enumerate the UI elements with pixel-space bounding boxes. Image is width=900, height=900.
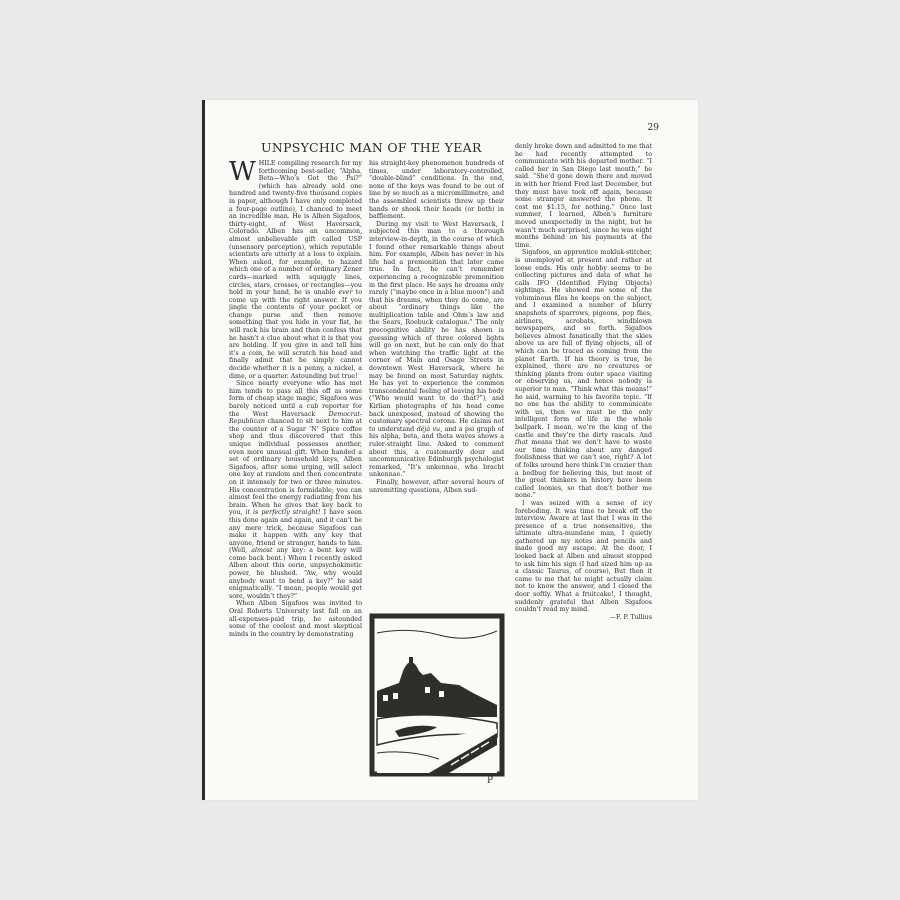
- woodcut-illustration: [369, 613, 505, 785]
- magazine-page: [202, 100, 698, 800]
- paragraph: WHILE compiling research for my forthcoming best-seller, “Alpha, Beta—Who’s Got the Psi?” (which has already sold one hundred and twenty-five thousand copies in paper, although I have only completed a four-page outline), I chanced to meet an incredible man. He is Alben Sigafoos, thirty-eight, of West Haversack, Colorado. Alben has an uncommon, almost unbelievable gift called USP (unsensory perception), which reputable scientists are utterly at a loss to explain. When asked, for example, to hazard which one of a number of ordinary Zener cards—marked with squiggly lines, circles, stars, crosses, or rectangles—you hold in your hand, he is unable ever to come up with the right answer. If you jingle the contents of your pocket or change purse and then remove something that you hide in your fist, he will rack his brain and then confess that he hasn’t a clue about what it is that you are holding. If you give in and tell him it’s a coin, he will scratch his head and finally admit that he simply cannot decide whether it is a penny, a nickel, a dime, or a quarter. Astounding but true!: [229, 160, 362, 380]
- paragraph: his straight-key phenomenon hundreds of times, under laboratory-controlled, “double-blind” conditions. In the end, none of the keys was found to be out of line by so much as a micromillimetre, and the assembled scientists threw up their hands or shook their heads (or both) in bafflement.: [369, 160, 504, 221]
- author-byline: —F. P. Tullius: [609, 613, 652, 621]
- paragraph: Since nearly everyone who has met him tends to pass all this off as some form of cheap stage magic, Sigafoos was barely noticed until a cub reporter for the West Haversack Democrat-Republican chanced to sit next to him at the counter of a Sugar ’N’ Spice coffee shop and thus discovered that this unique individual possesses another, even more unusual gift. When handed a set of ordinary household keys, Alben Sigafoos, after some urging, will select one key at random and then concentrate on it intensely for two or three minutes. His concentration is formidable; you can almost feel the energy radiating from his brain. When he gives that key back to you, it is perfectly straight! I have seen this done again and again, and it can’t be any mere trick, because Sigafoos can make it happen with any key that anyone, friend or stranger, hands to him. (Well, almost any key: a bent key will come back bent.) When I recently asked Alben about this eerie, unpsychokinetic power, he blushed. “Aw, why would anybody want to bend a key?” he said enigmatically. “I mean, people would get sore, wouldn’t they?”: [229, 380, 362, 600]
- article-title: UNPSYCHIC MAN OF THE YEAR: [261, 140, 482, 155]
- paragraph: denly broke down and admitted to me that he had recently attempted to communicate with his departed mother. “I called her in San Diego last month,” he said. “She’d gone down there and moved in with her friend Fred last December, but they must have took off again, because some stranger answered the phone. It cost me $1.15, for nothing.” Once last summer, I learned, Alben’s furniture moved unexpectedly in the night, but he wasn’t much surprised, since he was eight months behind on his payments at the time.: [515, 143, 652, 249]
- drop-cap: W: [229, 160, 256, 187]
- column-2: [369, 160, 504, 590]
- column-3: [515, 143, 652, 785]
- paragraph: When Alben Sigafoos was invited to Oral Roberts University last fall on an all-expenses-paid trip, he astounded some of the coolest and most skeptical minds in the country by demonstrating: [229, 600, 362, 638]
- building-landscape-image: [369, 613, 505, 785]
- paragraph: I was seized with a sense of icy foreboding. It was time to break off the interview. Aware at last that I was in the presence of a true nonsensitive, the ultimate ultra-mundane man, I quietly gathered up my notes and pencils and made good my escape. At the door, I looked back at Alben and almost stopped to ask him his sign (I had sized him up as a classic Taurus, of course), But then it came to me that he might actually claim not to know the answer, and I closed the door softly. What a fruitcake!, I thought, suddenly grateful that Alben Sigafoos couldn’t read my mind.: [515, 499, 652, 614]
- paragraph: During my visit to West Haversack, I subjected this man to a thorough interview-in-depth, in the course of which I found other remarkable things about him. For example, Alben has never in his life had a premonition that later came true. In fact, he can’t remember experiencing a recognizable premonition in the first place. He says he dreams only rarely (“maybe once in a blue moon”) and that his dreams, when they do come, are about “ordinary things like the multiplication table and Ohm’s law and the Sears, Roebuck catalogue.” The only precognitive ability he has shown is guessing which of three colored lights will go on next, but he can only do that when watching the traffic light at the corner of Main and Osage Streets in downtown West Haversack, where he may be found on most Saturday nights. He has yet to experience the common transcendental feeling of leaving his body (“Who would want to do that?”), and Kirlian photographs of his head come back unexposed, instead of showing the customary spectral corona. He claims not to understand déjà vu, and a psi graph of his alpha, beta, and theta waves shows a ruler-straight line. Asked to comment about this, a customarily dour and uncommunicative Edinburgh psychologist remarked, “It’s unkennae, wha bracht unkennae.”: [369, 220, 504, 479]
- paragraph: Sigafoos, an apprentice mukluk-stitcher, is unemployed at present and rather at loose ends. His only hobby seems to be collecting pictures and data of what he calls IFO (Identified Flying Objects) sightings. He showed me some of the voluminous files he keeps on the subject, and I examined a number of blurry snapshots of sparrows, pigeons, pop flies, airliners, acrobats, windblown newspapers, and so forth. Sigafoos believes almost fanatically that the skies above us are full of flying objects, all of which can be traced as coming from the planet Earth. If his theory is true, he explained, there are no creatures or thinking plants from outer space visiting or observing us, and hence nobody is superior to man. “Think what this means!” he said, warming to his favorite topic. “If no one has the ability to communicate with us, then we must be the only intelligent form of life in the whole ballpark. I mean, we’re the king of the castle and they’re the dirty rascals. And that means that we don’t have to waste our time thinking about any danged foolishness that we can’t see, right? A lot of folks around here think I’m crazier than a bedbug for believing this, but most of the great thinkers in history have been called loonies, so that don’t bother me none.”: [515, 249, 652, 500]
- page-number: 29: [647, 123, 659, 133]
- artist-signature: P: [487, 776, 494, 785]
- paragraph: Finally, however, after several hours of unremitting questions, Alben sud-: [369, 478, 504, 494]
- column-1: [229, 160, 362, 785]
